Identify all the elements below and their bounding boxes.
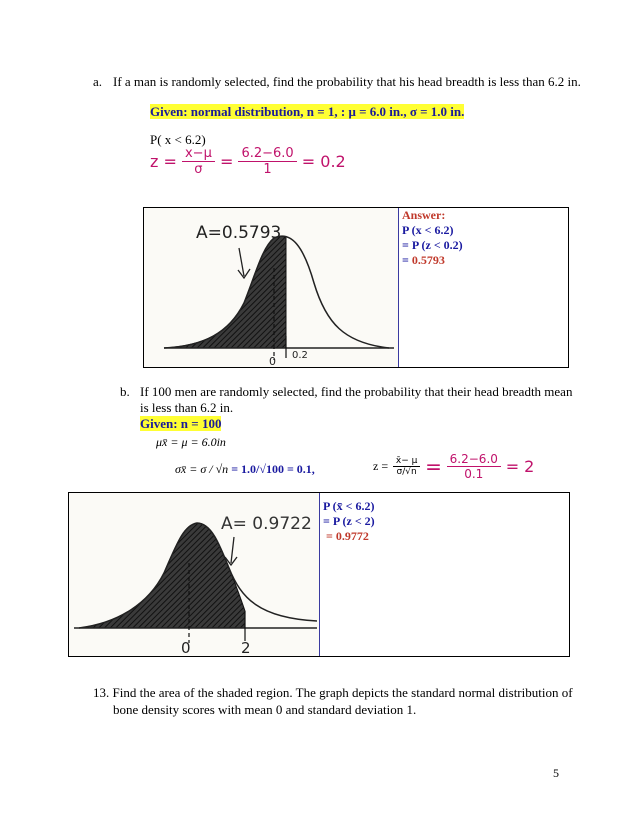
part-a-answer-line3: = 0.5793 [402, 253, 445, 267]
part-b-sketch-tick: 2 [241, 639, 251, 656]
part-b-z-formula: z = $\frac{x̄- \mu}{\sigma/√n}$ = $\frac{6.2-6.0}{0.1}$ = 2 [373, 452, 535, 481]
part-b-answer-value: = 0.9772 [326, 529, 369, 543]
part-b-sketch-zero: 0 [181, 639, 191, 656]
part-b-answer-line2: = P (z < 2) [323, 514, 375, 528]
page-number: 5 [553, 766, 559, 780]
part-a-question: If a man is randomly selected, find the probability that his head breadth is less than 6.2 in. [113, 74, 581, 89]
part-a-divider [398, 208, 399, 367]
part-b-question-line1: If 100 men are randomly selected, find the probability that their head breadth mean [140, 384, 573, 399]
part-b-sketch [69, 493, 319, 656]
part-a-answer-box [143, 207, 569, 368]
part-b-sigma-xbar: σx̄ = σ / √n = 1.0/√100 = 0.1, [175, 462, 315, 476]
part-a-answer-line2: = P (z < 0.2) [402, 238, 463, 252]
part-a-given: Given: normal distribution, n = 1, : μ = 6.0 in., σ = 1.0 in. [150, 104, 465, 119]
part-a-answer-line1: P (x < 6.2) [402, 223, 454, 237]
part-b-answer-line1: P (x̄ < 6.2) [323, 499, 375, 513]
part-a-prob-expression: P( x < 6.2) [150, 132, 206, 147]
part-b-marker: b. [120, 384, 130, 399]
question-13-line2: bone density scores with mean 0 and standard deviation 1. [113, 702, 417, 717]
part-a-sketch-zero: 0 [269, 355, 276, 367]
part-b-question-line2: is less than 6.2 in. [140, 400, 234, 415]
part-b-sketch-area-label: A= 0.9722 [221, 514, 312, 534]
part-a-answer [402, 208, 463, 268]
part-a-marker: a. [93, 74, 103, 89]
question-13-line1: 13. Find the area of the shaded region. The graph depicts the standard normal distribution of [93, 685, 573, 700]
part-b-answer [323, 499, 375, 544]
part-a-answer-title: Answer: [402, 208, 446, 222]
part-a-z-formula: z = $\frac{x-\mu}{\sigma}$ = $\frac{6.2-6.0}{1}$ = 0.2 [150, 146, 346, 177]
part-b-divider [319, 493, 320, 656]
part-b-given: Given: n = 100 [140, 416, 222, 431]
part-a-sketch-tick: 0.2 [292, 350, 308, 361]
arrow-down-icon [238, 248, 250, 278]
part-a-normal-curve-sketch [144, 208, 398, 367]
part-a-sketch-area-label: A=0.5793 [196, 223, 282, 243]
part-b-answer-box [68, 492, 570, 657]
part-b-normal-curve-sketch [69, 493, 319, 656]
part-b-mu-xbar: μx̄ = μ = 6.0in [156, 435, 226, 449]
part-a-sketch [144, 208, 398, 367]
